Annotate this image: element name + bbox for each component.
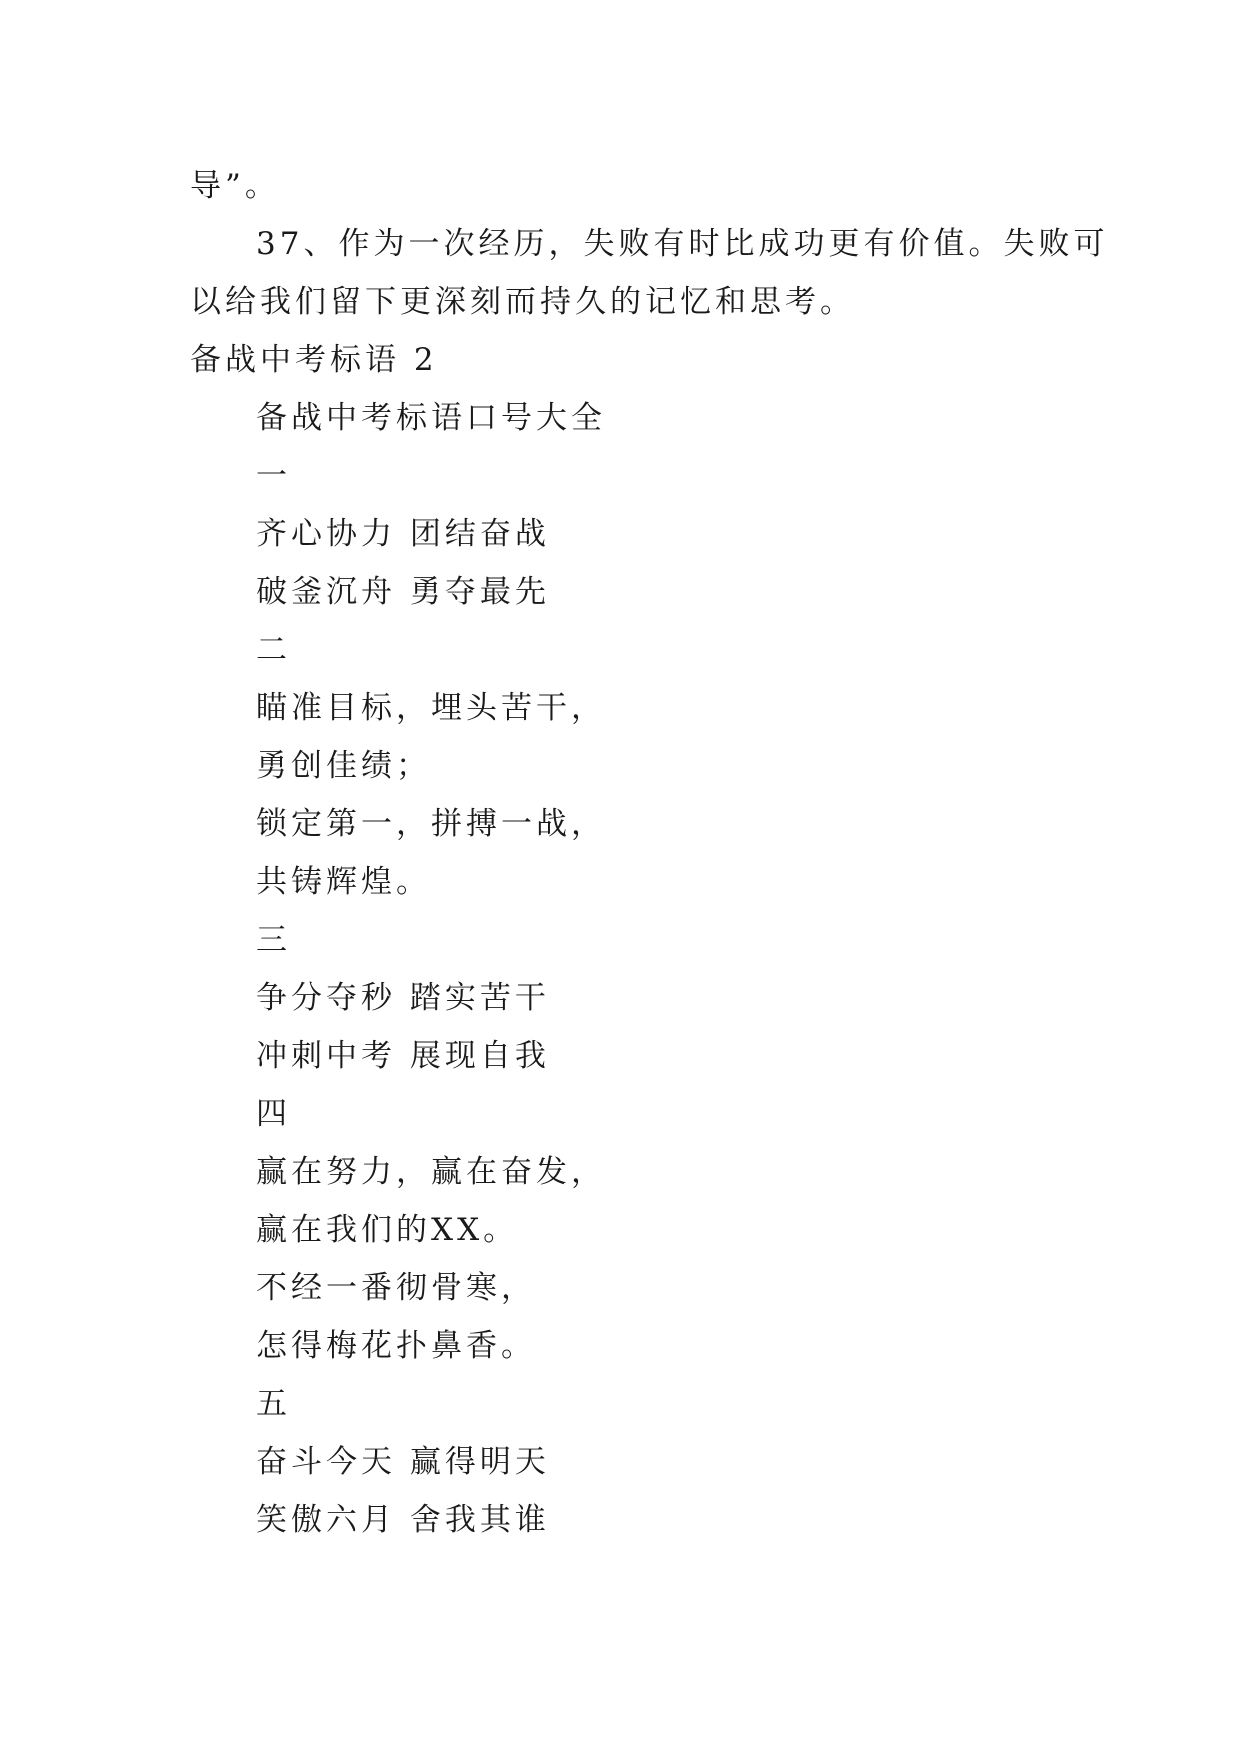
numeral-four: 四 bbox=[256, 1096, 291, 1132]
slogan-line: 锁定第一，拼搏一战， bbox=[256, 806, 606, 842]
paragraph-37-line-1: 37、作为一次经历，失败有时比成功更有价值。失败可 bbox=[256, 226, 1109, 262]
paragraph-37-line-2: 以给我们留下更深刻而持久的记忆和思考。 bbox=[190, 284, 855, 320]
paragraph-continuation: 导”。 bbox=[190, 168, 280, 204]
section-heading: 备战中考标语 2 bbox=[190, 342, 438, 378]
slogan-line: 奋斗今天 赢得明天 bbox=[256, 1444, 550, 1480]
slogan-line: 怎得梅花扑鼻香。 bbox=[256, 1328, 536, 1364]
slogan-line: 勇创佳绩； bbox=[256, 748, 431, 784]
slogan-line: 齐心协力 团结奋战 bbox=[256, 516, 550, 552]
numeral-three: 三 bbox=[256, 922, 291, 958]
slogan-line: 赢在努力，赢在奋发， bbox=[256, 1154, 606, 1190]
slogan-line: 破釜沉舟 勇夺最先 bbox=[256, 574, 550, 610]
numeral-five: 五 bbox=[256, 1386, 291, 1422]
slogan-line: 赢在我们的XX。 bbox=[256, 1212, 519, 1248]
slogan-line: 冲刺中考 展现自我 bbox=[256, 1038, 550, 1074]
slogan-line: 瞄准目标，埋头苦干， bbox=[256, 690, 606, 726]
slogan-line: 共铸辉煌。 bbox=[256, 864, 431, 900]
numeral-one: 一 bbox=[256, 458, 291, 494]
section-subtitle: 备战中考标语口号大全 bbox=[256, 400, 606, 436]
slogan-line: 不经一番彻骨寒， bbox=[256, 1270, 536, 1306]
slogan-line: 笑傲六月 舍我其谁 bbox=[256, 1502, 550, 1538]
slogan-line: 争分夺秒 踏实苦干 bbox=[256, 980, 550, 1016]
numeral-two: 二 bbox=[256, 632, 291, 668]
